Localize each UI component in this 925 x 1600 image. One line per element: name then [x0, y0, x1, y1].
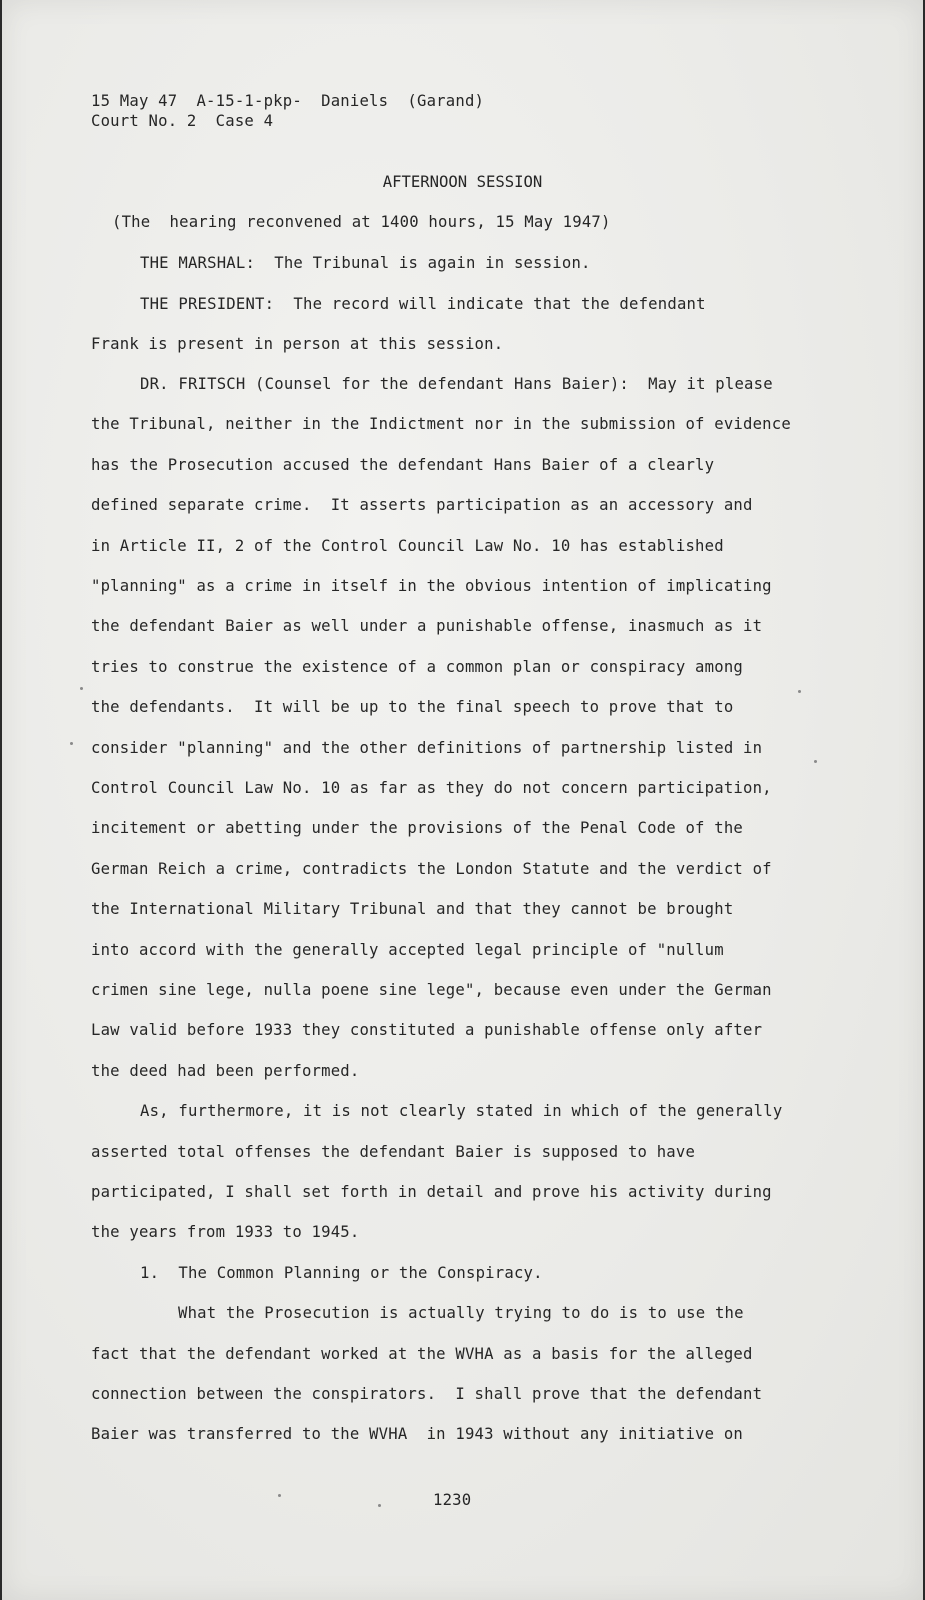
fritsch-line: the International Military Tribunal and that they cannot be brought — [91, 900, 734, 918]
session-title: AFTERNOON SESSION — [382, 173, 543, 191]
furthermore-line: participated, I shall set forth in detail and prove his activity during — [91, 1183, 772, 1201]
furthermore-line: the years from 1933 to 1945. — [91, 1223, 360, 1241]
fritsch-line: Law valid before 1933 they constituted a punishable offense only after — [91, 1021, 763, 1039]
fritsch-line: the Tribunal, neither in the Indictment nor in the submission of evidence — [91, 415, 791, 433]
fritsch-line: tries to construe the existence of a common plan or conspiracy among — [91, 658, 743, 676]
paper-speck — [798, 690, 801, 693]
fritsch-line: the deed had been performed. — [91, 1062, 360, 1080]
reconvened-note: (The hearing reconvened at 1400 hours, 15 May 1947) — [112, 213, 611, 231]
paper-speck — [278, 1494, 281, 1497]
fritsch-line: defined separate crime. It asserts participation as an accessory and — [91, 496, 753, 514]
fritsch-line: in Article II, 2 of the Control Council Law No. 10 has established — [91, 537, 724, 555]
fritsch-line: crimen sine lege, nulla poene sine lege", because even under the German — [91, 981, 772, 999]
fritsch-line: "planning" as a crime in itself in the obvious intention of implicating — [91, 577, 772, 595]
furthermore-line: asserted total offenses the defendant Baier is supposed to have — [91, 1143, 696, 1161]
header-line-2: Court No. 2 Case 4 — [91, 112, 274, 130]
paper-speck — [70, 742, 73, 745]
page-number: 1230 — [433, 1491, 472, 1509]
marshal-statement: THE MARSHAL: The Tribunal is again in session. — [140, 254, 591, 272]
section-body-line: fact that the defendant worked at the WVHA as a basis for the alleged — [91, 1345, 753, 1363]
fritsch-line: has the Prosecution accused the defendant Hans Baier of a clearly — [91, 456, 715, 474]
president-line: THE PRESIDENT: The record will indicate that the defendant — [140, 295, 706, 313]
furthermore-line: As, furthermore, it is not clearly stated in which of the generally — [140, 1102, 783, 1120]
fritsch-line: DR. FRITSCH (Counsel for the defendant Hans Baier): May it please — [140, 375, 773, 393]
section-body-line: connection between the conspirators. I shall prove that the defendant — [91, 1385, 763, 1403]
section-heading: 1. The Common Planning or the Conspiracy. — [140, 1264, 543, 1282]
header-line-1: 15 May 47 A-15-1-pkp- Daniels (Garand) — [91, 92, 485, 110]
fritsch-line: consider "planning" and the other definitions of partnership listed in — [91, 739, 763, 757]
president-line: Frank is present in person at this session. — [91, 335, 504, 353]
paper-speck — [814, 760, 817, 763]
paper-speck — [378, 1504, 381, 1507]
fritsch-line: German Reich a crime, contradicts the London Statute and the verdict of — [91, 860, 772, 878]
section-body-line: Baier was transferred to the WVHA in 1943 without any initiative on — [91, 1425, 743, 1443]
paper-speck — [80, 687, 83, 690]
fritsch-line: the defendant Baier as well under a punishable offense, inasmuch as it — [91, 617, 763, 635]
fritsch-line: incitement or abetting under the provisions of the Penal Code of the — [91, 819, 743, 837]
fritsch-line: the defendants. It will be up to the final speech to prove that to — [91, 698, 734, 716]
fritsch-line: into accord with the generally accepted legal principle of "nullum — [91, 941, 724, 959]
document-page — [2, 0, 923, 1600]
fritsch-line: Control Council Law No. 10 as far as they do not concern participation, — [91, 779, 772, 797]
section-body-line: What the Prosecution is actually trying to do is to use the — [178, 1304, 744, 1322]
